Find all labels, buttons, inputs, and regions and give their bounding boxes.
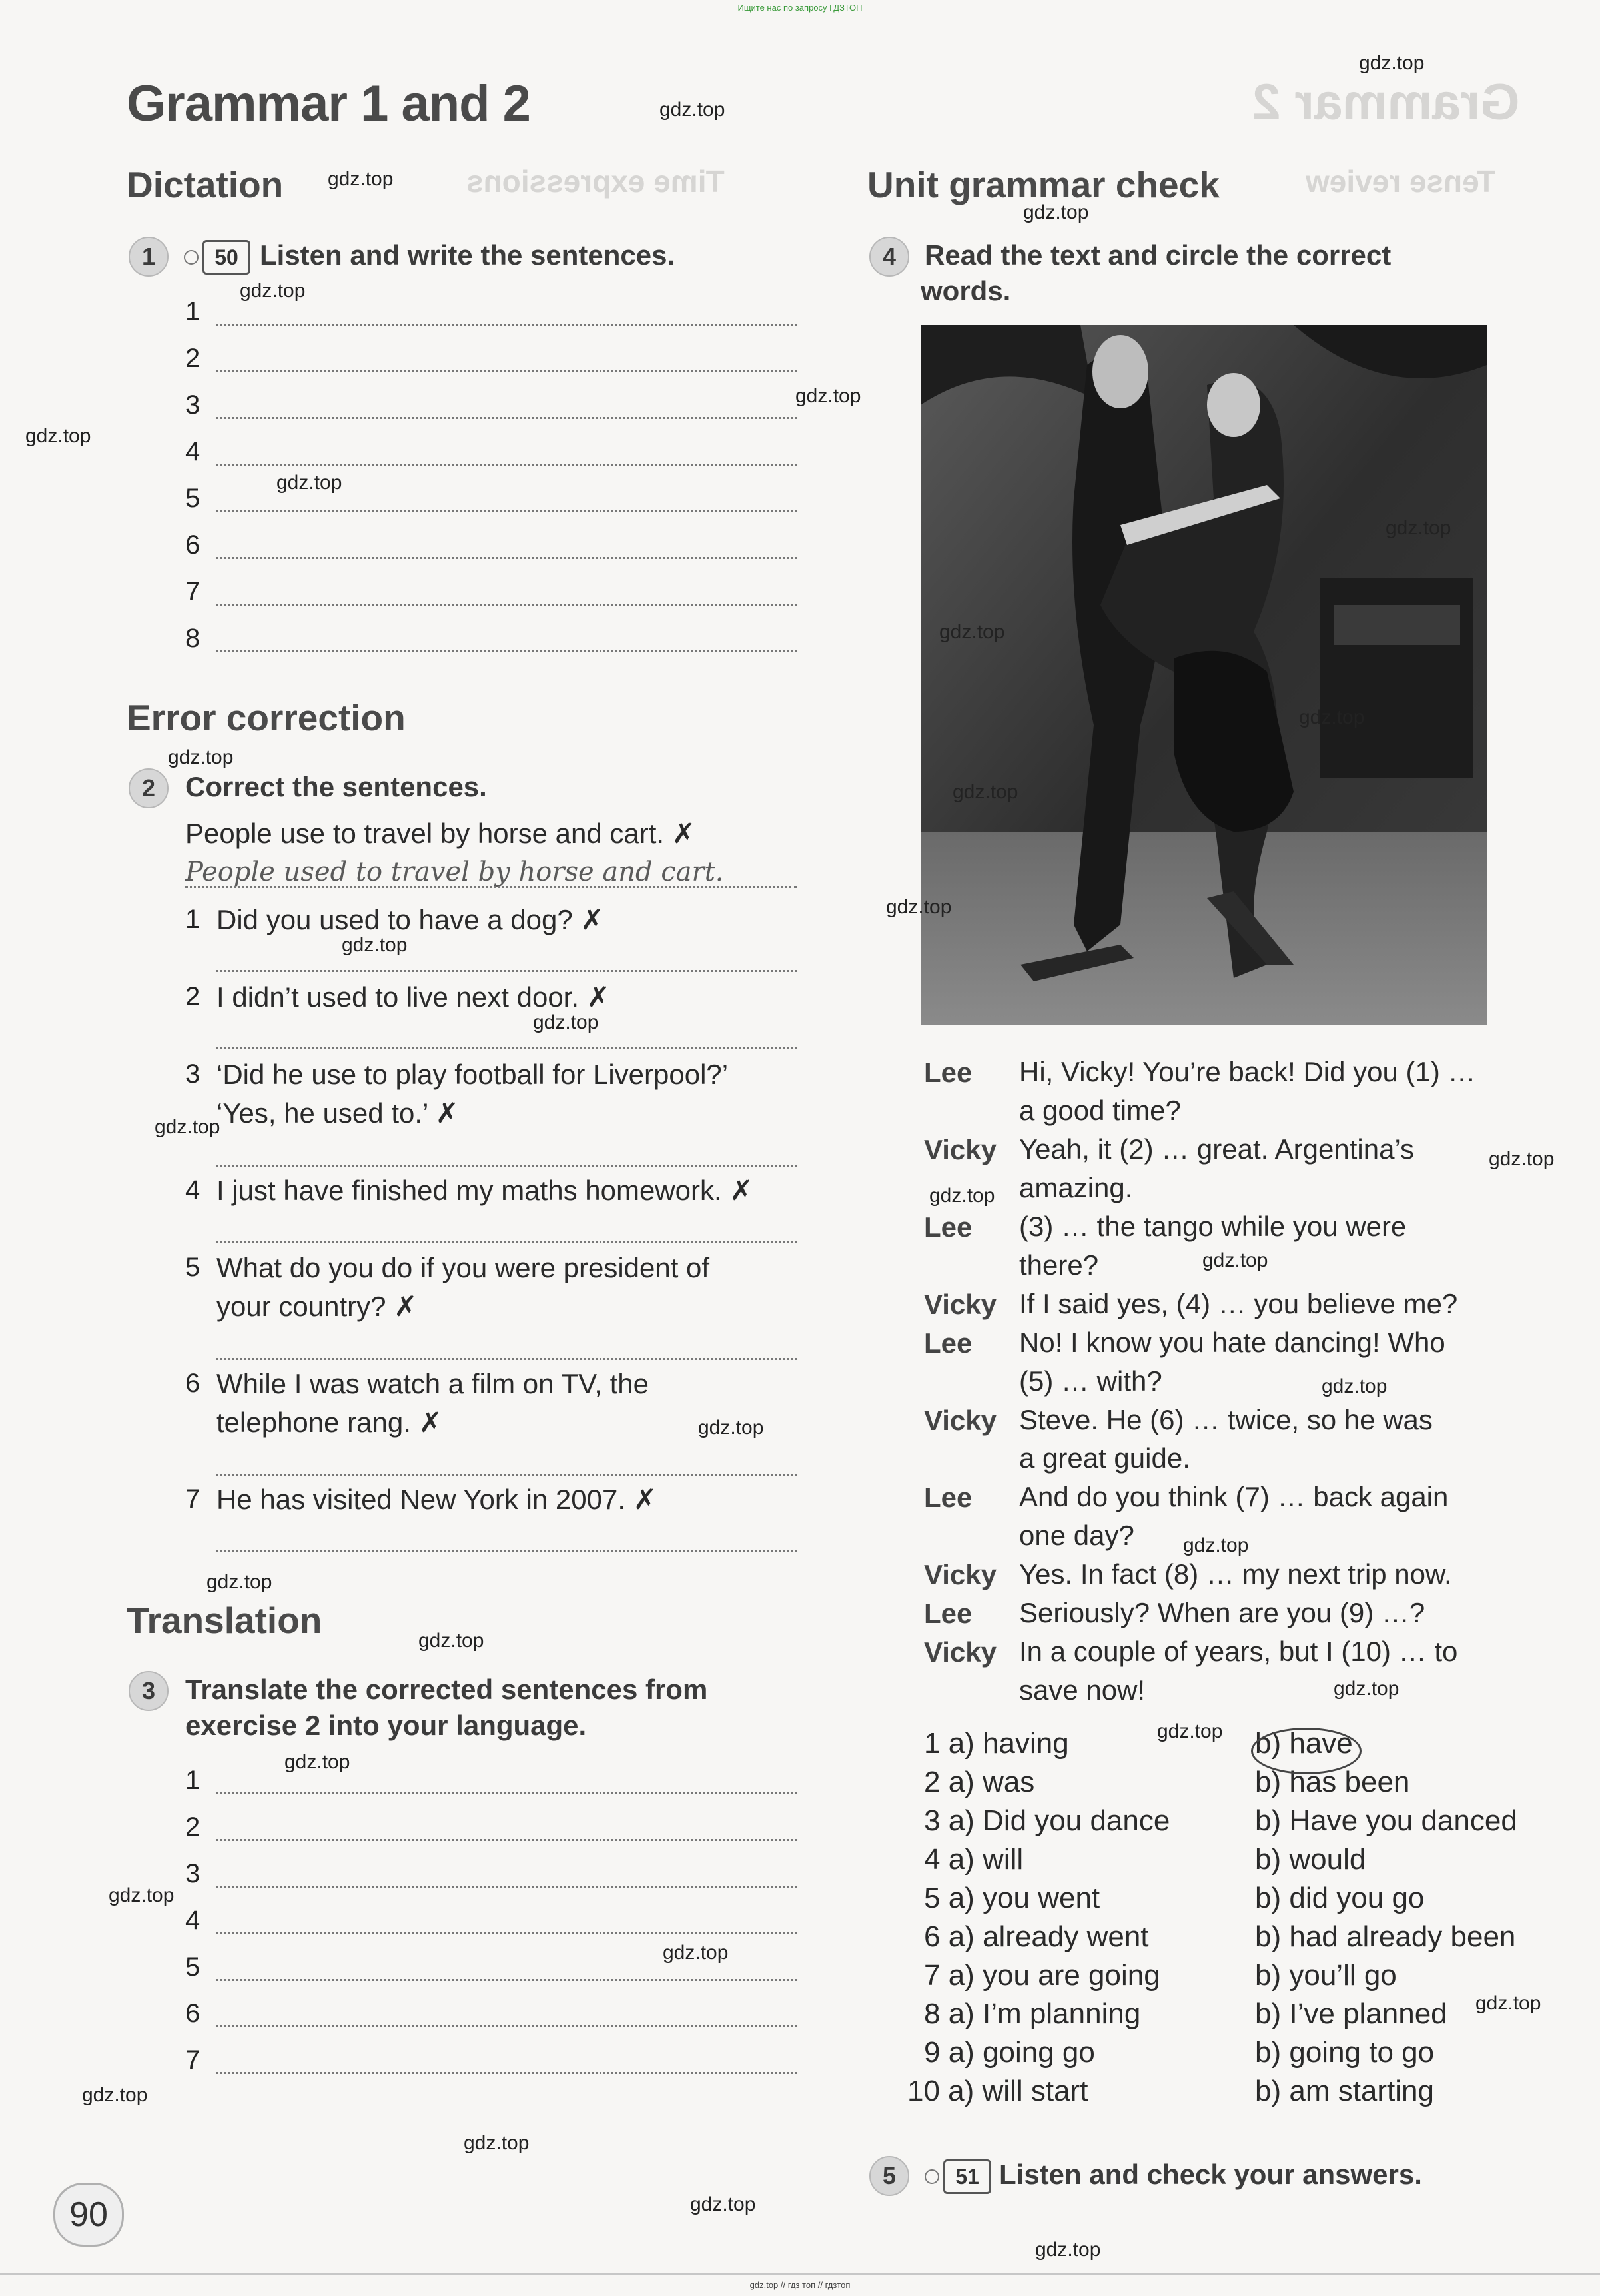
error-item-number: 4 xyxy=(185,1175,200,1205)
gdz-watermark: gdz.top xyxy=(284,1751,350,1773)
exercise-2-instruction: Correct the sentences. xyxy=(185,771,487,802)
gdz-watermark: gdz.top xyxy=(1023,201,1089,223)
dictation-line-number: 5 xyxy=(185,484,200,513)
dialogue-line: save now! xyxy=(1019,1674,1146,1706)
bottom-divider xyxy=(0,2273,1600,2275)
option-b: b) Have you danced xyxy=(1255,1804,1517,1837)
gdz-watermark: gdz.top xyxy=(1322,1375,1388,1397)
error-item-sentence: I just have finished my maths homework. ✗ xyxy=(216,1175,753,1206)
error-item-number: 7 xyxy=(185,1484,200,1514)
dialogue-speaker: Vicky xyxy=(924,1559,997,1590)
top-banner: Ищите нас по запросу ГДЗТОП xyxy=(737,3,863,13)
exercise-4-instruction-line1: Read the text and circle the correct xyxy=(925,239,1392,271)
gdz-watermark: gdz.top xyxy=(155,1116,220,1138)
error-item-answer-line xyxy=(216,1047,797,1049)
error-item-sentence: I didn’t used to live next door. ✗ xyxy=(216,981,610,1013)
dialogue-speaker: Lee xyxy=(924,1057,973,1088)
option-a: 3 a) Did you dance xyxy=(924,1804,1170,1837)
gdz-watermark: gdz.top xyxy=(1334,1678,1400,1700)
gdz-watermark: gdz.top xyxy=(929,1185,995,1207)
dictation-answer-line xyxy=(216,324,797,326)
circled-answer-mark xyxy=(1251,1728,1362,1774)
dialogue-line: a great guide. xyxy=(1019,1442,1190,1474)
error-item-number: 1 xyxy=(185,905,200,934)
option-a: 5 a) you went xyxy=(924,1882,1100,1914)
option-a: 1 a) having xyxy=(924,1727,1069,1760)
error-item-answer-line xyxy=(216,1241,797,1243)
option-a: 6 a) already went xyxy=(924,1920,1149,1953)
dialogue-line: Yes. In fact (8) … my next trip now. xyxy=(1019,1558,1452,1590)
audio-cd-icon xyxy=(184,250,199,265)
translation-answer-line xyxy=(216,1979,797,1981)
error-item-answer-line xyxy=(216,970,797,972)
error-item-number: 3 xyxy=(185,1059,200,1089)
ghost-facing-title: Grammar 2 xyxy=(1252,74,1520,131)
dialogue-line: (3) … the tango while you were xyxy=(1019,1211,1407,1242)
gdz-watermark: gdz.top xyxy=(1183,1534,1249,1556)
ghost-facing-subtitle-2: Time expressions xyxy=(466,164,725,199)
dialogue-line: No! I know you hate dancing! Who xyxy=(1019,1327,1445,1358)
gdz-watermark: gdz.top xyxy=(1359,52,1425,74)
dialogue-line: If I said yes, (4) … you believe me? xyxy=(1019,1288,1458,1319)
gdz-watermark: gdz.top xyxy=(663,1942,729,1964)
tango-photo-illustration xyxy=(921,325,1487,1025)
gdz-watermark: gdz.top xyxy=(939,621,1005,643)
gdz-watermark: gdz.top xyxy=(953,781,1018,803)
dialogue-line: Hi, Vicky! You’re back! Did you (1) … xyxy=(1019,1056,1476,1087)
dictation-answer-line xyxy=(216,417,797,419)
translation-line-number: 7 xyxy=(185,2045,200,2075)
gdz-watermark: gdz.top xyxy=(1299,706,1365,728)
error-item-sentence: What do you do if you were president of xyxy=(216,1252,710,1283)
gdz-watermark: gdz.top xyxy=(342,934,408,956)
exercise-4-instruction-line2: words. xyxy=(921,275,1011,306)
gdz-watermark: gdz.top xyxy=(82,2084,148,2106)
exercise-3-instruction-line2: exercise 2 into your language. xyxy=(185,1710,587,1741)
unit-grammar-check-title: Unit grammar check xyxy=(867,164,1220,205)
option-b: b) did you go xyxy=(1255,1882,1425,1914)
dictation-answer-line xyxy=(216,604,797,606)
error-item-number: 6 xyxy=(185,1369,200,1398)
gdz-watermark: gdz.top xyxy=(109,1884,175,1906)
error-item-number: 2 xyxy=(185,982,200,1011)
option-b: b) had already been xyxy=(1255,1920,1516,1953)
example-sentence: People use to travel by horse and cart. ✗ xyxy=(185,818,695,849)
dialogue-speaker: Lee xyxy=(924,1598,973,1629)
option-a: 2 a) was xyxy=(924,1766,1035,1798)
dictation-answer-line xyxy=(216,557,797,559)
gdz-watermark: gdz.top xyxy=(886,896,952,918)
error-item-number: 5 xyxy=(185,1253,200,1282)
dictation-answer-line xyxy=(216,510,797,512)
dialogue-line: In a couple of years, but I (10) … to xyxy=(1019,1636,1458,1667)
translation-answer-line xyxy=(216,1839,797,1841)
option-b: b) you’ll go xyxy=(1255,1959,1397,1992)
dialogue-line: one day? xyxy=(1019,1520,1134,1551)
gdz-watermark: gdz.top xyxy=(1202,1249,1268,1271)
error-item-answer-line xyxy=(216,1358,797,1360)
error-item-answer-line xyxy=(216,1550,797,1552)
option-a: 8 a) I’m planning xyxy=(924,1998,1141,2030)
gdz-watermark: gdz.top xyxy=(418,1630,484,1652)
gdz-watermark: gdz.top xyxy=(1386,517,1451,539)
gdz-watermark: gdz.top xyxy=(464,2132,530,2154)
track-50-label: 50 xyxy=(202,240,250,275)
translation-line-number: 4 xyxy=(185,1906,200,1935)
exercise-4-badge: 4 xyxy=(869,237,909,277)
gdz-watermark: gdz.top xyxy=(690,2193,756,2215)
gdz-watermark: gdz.top xyxy=(168,746,234,768)
exercise-3-badge: 3 xyxy=(129,1671,169,1711)
dictation-line-number: 7 xyxy=(185,577,200,606)
translation-line-number: 1 xyxy=(185,1766,200,1795)
gdz-watermark: gdz.top xyxy=(1489,1148,1555,1170)
translation-line-number: 5 xyxy=(185,1952,200,1982)
translation-line-number: 3 xyxy=(185,1859,200,1888)
dictation-title: Dictation xyxy=(127,164,284,205)
error-correction-title: Error correction xyxy=(127,697,406,738)
dialogue-line: And do you think (7) … back again xyxy=(1019,1481,1449,1512)
example-answer: People used to travel by horse and cart. xyxy=(185,857,724,887)
dialogue-line: a good time? xyxy=(1019,1095,1181,1126)
gdz-watermark: gdz.top xyxy=(25,425,91,447)
translation-answer-line xyxy=(216,1792,797,1794)
option-b: b) am starting xyxy=(1255,2075,1434,2107)
option-b: b) have xyxy=(1255,1727,1353,1760)
exercise-5-instruction: Listen and check your answers. xyxy=(999,2159,1422,2190)
dialogue-speaker: Vicky xyxy=(924,1289,997,1320)
error-item-sentence-cont: ‘Yes, he used to.’ ✗ xyxy=(216,1097,459,1129)
dialogue-speaker: Vicky xyxy=(924,1134,997,1165)
translation-answer-line xyxy=(216,2072,797,2074)
option-a: 10 a) will start xyxy=(907,2075,1088,2107)
exercise-5-badge: 5 xyxy=(869,2156,909,2196)
gdz-watermark: gdz.top xyxy=(795,385,861,407)
dialogue-speaker: Lee xyxy=(924,1211,973,1243)
page-title: Grammar 1 and 2 xyxy=(127,75,530,132)
option-b: b) has been xyxy=(1255,1766,1410,1798)
gdz-watermark: gdz.top xyxy=(1475,1992,1541,2014)
exercise-1-instruction: Listen and write the sentences. xyxy=(260,239,675,271)
gdz-watermark: gdz.top xyxy=(533,1011,599,1033)
gdz-watermark: gdz.top xyxy=(328,168,394,190)
dictation-line-number: 8 xyxy=(185,624,200,653)
translation-answer-line xyxy=(216,1886,797,1888)
dialogue-speaker: Lee xyxy=(924,1482,973,1513)
translation-title: Translation xyxy=(127,1600,322,1641)
page-number: 90 xyxy=(53,2183,124,2247)
dictation-line-number: 3 xyxy=(185,390,200,420)
option-a: 4 a) will xyxy=(924,1843,1024,1876)
option-a: 9 a) going go xyxy=(924,2036,1095,2069)
dictation-answer-line xyxy=(216,370,797,372)
exercise-3-instruction-line1: Translate the corrected sentences from xyxy=(185,1674,708,1705)
translation-answer-line xyxy=(216,1932,797,1934)
dictation-line-number: 4 xyxy=(185,437,200,466)
error-item-sentence-cont: your country? ✗ xyxy=(216,1291,418,1322)
dictation-answer-line xyxy=(216,464,797,466)
dictation-line-number: 1 xyxy=(185,297,200,326)
dialogue-line: (5) … with? xyxy=(1019,1365,1162,1397)
tango-dancers-photo xyxy=(921,325,1487,1025)
dialogue-line: Seriously? When are you (9) …? xyxy=(1019,1597,1425,1628)
gdz-watermark: gdz.top xyxy=(240,280,306,302)
error-item-sentence: ‘Did he use to play football for Liverpool?’ xyxy=(216,1059,729,1090)
gdz-watermark: gdz.top xyxy=(698,1417,764,1438)
gdz-watermark: gdz.top xyxy=(276,472,342,494)
dictation-line-number: 2 xyxy=(185,344,200,373)
track-51-label: 51 xyxy=(943,2159,991,2194)
option-b: b) going to go xyxy=(1255,2036,1435,2069)
dialogue-speaker: Vicky xyxy=(924,1405,997,1436)
error-item-sentence: While I was watch a film on TV, the xyxy=(216,1368,649,1399)
error-item-sentence: Did you used to have a dog? ✗ xyxy=(216,904,604,935)
gdz-watermark: gdz.top xyxy=(659,99,725,121)
dialogue-line: amazing. xyxy=(1019,1172,1133,1203)
bottom-banner: gdz.top // гдз топ // гдзтоп xyxy=(749,2280,851,2290)
exercise-2-badge: 2 xyxy=(129,768,169,808)
translation-line-number: 2 xyxy=(185,1812,200,1842)
option-b: b) would xyxy=(1255,1843,1366,1876)
dialogue-speaker: Lee xyxy=(924,1327,973,1359)
dialogue-line: Yeah, it (2) … great. Argentina’s xyxy=(1019,1133,1415,1165)
example-answer-line xyxy=(185,886,797,888)
translation-line-number: 6 xyxy=(185,1999,200,2028)
option-b: b) I’ve planned xyxy=(1255,1998,1447,2030)
gdz-watermark: gdz.top xyxy=(1157,1720,1223,1742)
error-item-answer-line xyxy=(216,1165,797,1167)
ghost-facing-subtitle-1: Tense review xyxy=(1306,164,1496,199)
gdz-watermark: gdz.top xyxy=(1035,2239,1101,2261)
dictation-answer-line xyxy=(216,650,797,652)
error-item-sentence-cont: telephone rang. ✗ xyxy=(216,1407,442,1438)
dialogue-line: Steve. He (6) … twice, so he was xyxy=(1019,1404,1433,1435)
dictation-line-number: 6 xyxy=(185,530,200,560)
error-item-sentence: He has visited New York in 2007. ✗ xyxy=(216,1484,657,1515)
exercise-1-badge: 1 xyxy=(129,237,169,277)
error-item-answer-line xyxy=(216,1474,797,1476)
option-a: 7 a) you are going xyxy=(924,1959,1160,1992)
gdz-watermark: gdz.top xyxy=(206,1571,272,1593)
dialogue-speaker: Vicky xyxy=(924,1636,997,1668)
audio-cd-icon-2 xyxy=(925,2169,939,2184)
translation-answer-line xyxy=(216,2025,797,2027)
dialogue-line: there? xyxy=(1019,1249,1099,1281)
